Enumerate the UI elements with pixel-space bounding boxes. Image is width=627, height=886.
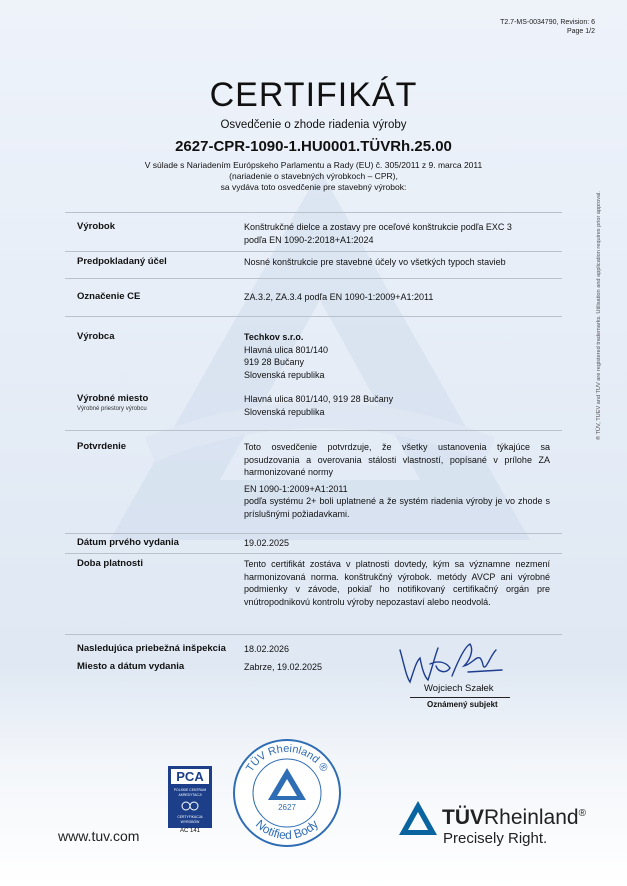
pca-line-3: CERTYFIKACJA <box>177 815 203 819</box>
signatory-name: Wojciech Szałek <box>424 683 494 694</box>
pca-accreditation-logo <box>168 766 212 828</box>
manufacturer-value <box>244 331 550 381</box>
confirmation-text-2: podľa systému 2+ boli uplatnené a že systém riadenia výroby je vo zhode s príslušnými požiadavkami. <box>244 496 550 519</box>
intro-text <box>0 160 627 193</box>
validity-value: Tento certifikát zostáva v platnosti dovtedy, kým sa významne nezmení harmonizovaná norma. konštrukčný výrobok. metódy AVCP ani výrobné podmienky v závode, pokiaľ ho notifikovaný certifikačný orgán pre vnútropodnikovú kontrolu výroby nepozastaví alebo neodvolá. <box>244 559 550 607</box>
pca-line-4: WYROBÓW <box>180 820 200 824</box>
issue-place-date-value: Zabrze, 19.02.2025 <box>244 662 323 672</box>
product-line: Konštrukčné dielce a zostavy pre oceľové konštrukcie podľa EXC 3 <box>244 222 512 232</box>
section-divider <box>65 278 562 279</box>
section-divider <box>65 553 562 554</box>
product-value <box>244 221 550 246</box>
manufacturer-label: Výrobca <box>77 331 115 342</box>
confirmation-value <box>244 441 550 520</box>
manufacturer-address-line: Slovenská republika <box>244 369 325 380</box>
confirmation-text: Toto osvedčenie potvrdzuje, že všetky ustanovenia týkajúce sa posudzovania a overovania stálosti vlastností, popísané v prílohe ZA harmonizované normy <box>244 442 550 477</box>
intended-use-value: Nosné konštrukcie pre stavebné účely vo všetkých typoch stavieb <box>244 257 506 267</box>
website-link[interactable]: www.tuv.com <box>58 828 140 844</box>
first-issue-date-value: 19.02.2025 <box>244 538 290 548</box>
manufacturer-name: Techkov s.r.o. <box>244 332 304 342</box>
manufacturer-address-line: 919 28 Bučany <box>244 357 305 367</box>
confirmation-label: Potvrdenie <box>77 441 127 452</box>
section-divider <box>65 212 562 213</box>
issue-place-date-label: Miesto a dátum vydania <box>77 661 185 672</box>
section-divider <box>65 251 562 252</box>
product-line: podľa EN 1090-2:2018+A1:2024 <box>244 234 374 245</box>
ce-marking-label: Označenie CE <box>77 291 141 302</box>
product-label: Výrobok <box>77 221 116 232</box>
section-divider <box>65 316 562 317</box>
doc-ref-number: T2.7-MS-0034790, Revision: 6 <box>500 19 595 26</box>
section-divider <box>65 634 562 635</box>
production-site-sublabel: Výrobné priestory výrobcu <box>77 406 147 412</box>
certificate-number: 2627-CPR-1090-1.HU0001.TÜVRh.25.00 <box>175 138 452 155</box>
intended-use-label: Predpokladaný účel <box>77 256 167 267</box>
tuv-brand-mark: ® <box>578 808 586 819</box>
production-site-value <box>244 393 550 418</box>
next-inspection-value: 18.02.2026 <box>244 644 290 654</box>
seal-bottom-text: Notified Body <box>253 816 321 843</box>
intro-line: (nariadenie o stavebných výrobkoch – CPR), <box>229 171 398 181</box>
section-divider <box>65 430 562 431</box>
production-site-line: Slovenská republika <box>244 406 325 417</box>
pca-line-2: AKREDYTACJI <box>178 793 202 797</box>
tuv-brand-bold: TÜV <box>442 806 484 829</box>
signatory-role: Oznámený subjekt <box>427 700 498 709</box>
tuv-brand-rest: Rheinland <box>484 806 579 829</box>
seal-number: 2627 <box>278 803 296 812</box>
certificate-title: CERTIFIKÁT <box>209 76 418 114</box>
pca-logo-text: PCA <box>176 769 204 784</box>
production-site-label: Výrobné miesto <box>77 393 149 404</box>
handwritten-signature <box>380 636 510 688</box>
trademark-note-text: ® TÜV, TUEV and TUV are registered trademarks. Utilisation and application requires prior approval. <box>596 191 602 440</box>
confirmation-norm: EN 1090-1:2009+A1:2011 <box>244 483 348 494</box>
signature-line <box>410 697 510 698</box>
tuv-brand-name <box>442 806 586 830</box>
pca-accreditation-code: AC 141 <box>179 828 200 834</box>
certificate-subtitle: Osvedčenie o zhode riadenia výroby <box>220 119 407 131</box>
first-issue-date-label: Dátum prvého vydania <box>77 537 179 548</box>
next-inspection-label: Nasledujúca priebežná inšpekcia <box>77 643 226 654</box>
seal-top-text: TÜV Rheinland ® <box>243 742 331 775</box>
production-site-line: Hlavná ulica 801/140, 919 28 Bučany <box>244 394 394 404</box>
tuv-triangle-logo-icon <box>398 800 438 836</box>
manufacturer-address-line: Hlavná ulica 801/140 <box>244 344 329 355</box>
section-divider <box>65 533 562 534</box>
page-indicator: Page 1/2 <box>566 28 595 35</box>
validity-label: Doba platnosti <box>77 558 143 569</box>
ce-marking-value: ZA.3.2, ZA.3.4 podľa EN 1090-1:2009+A1:2011 <box>244 292 434 302</box>
intro-line: sa vydáva toto osvedčenie pre stavebný výrobok: <box>220 182 407 192</box>
pca-line-1: POLSKIE CENTRUM <box>173 788 207 792</box>
tuv-slogan: Precisely Right. <box>443 830 548 847</box>
document-reference <box>500 18 595 36</box>
intro-line: V súlade s Nariadením Európskeho Parlamentu a Rady (EU) č. 305/2011 z 9. marca 2011 <box>144 160 483 170</box>
notified-body-seal <box>232 738 342 848</box>
